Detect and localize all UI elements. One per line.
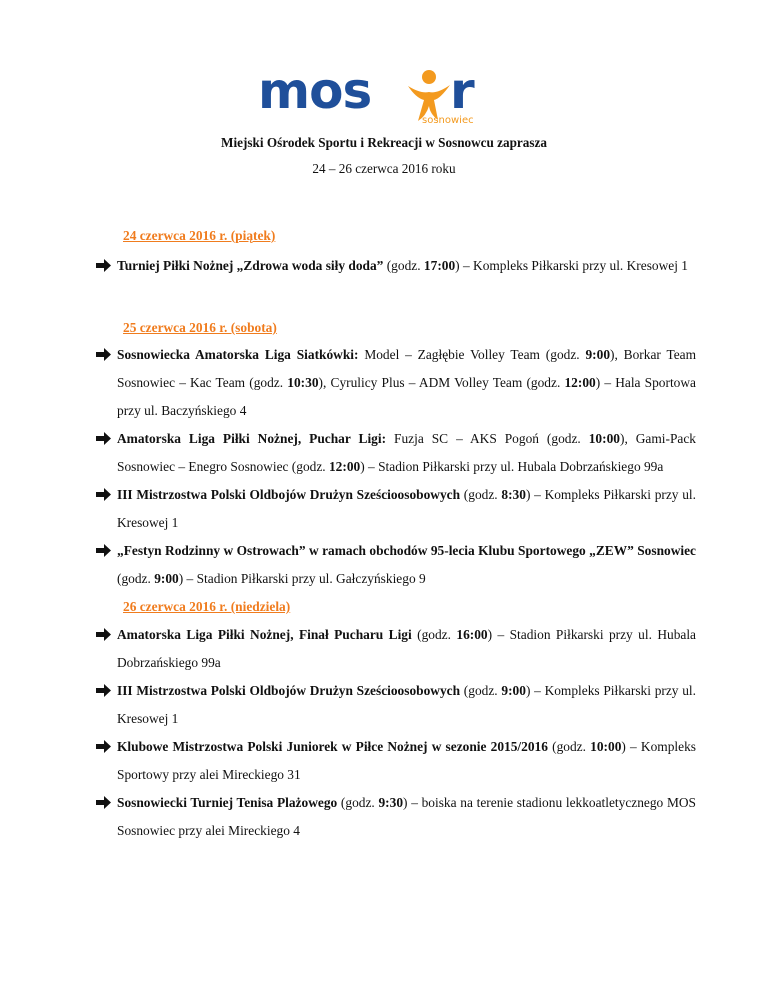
- arrow-right-icon: [95, 542, 112, 559]
- event-location: ) – boiska na terenie stadionu lekkoatletycznego MOS Sosnowiec przy alei Mireckiego 4: [117, 795, 696, 838]
- event-text: [117, 537, 696, 593]
- event-title: Sosnowiecka Amatorska Liga Siatkówki:: [117, 347, 359, 362]
- event-time: 10:00: [588, 431, 620, 446]
- event-time: 17:00: [423, 258, 456, 273]
- event-time: 10:30: [287, 375, 319, 390]
- event-item: [95, 481, 696, 537]
- event-detail: Fuzja SC – AKS Pogoń (godz.: [386, 431, 589, 446]
- logo-letter-r: r: [450, 64, 475, 120]
- event-detail: ), Gami-Pack Sosnowiec – Enegro Sosnowiec (godz.: [117, 431, 696, 474]
- day-heading-26: 26 czerwca 2016 r. (niedziela): [123, 599, 291, 614]
- event-text: [117, 733, 696, 789]
- event-time: 10:00: [590, 739, 622, 754]
- event-title: Amatorska Liga Piłki Nożnej, Puchar Ligi:: [117, 431, 387, 446]
- event-time: 12:00: [328, 459, 361, 474]
- arrow-right-icon: [95, 257, 112, 274]
- event-item: [95, 425, 696, 481]
- logo-figure-icon: [408, 70, 450, 121]
- event-text: [117, 677, 696, 733]
- event-location: ) – Stadion Piłkarski przy ul. Hubala Dobrzańskiego 99a: [117, 627, 696, 670]
- event-item: [95, 789, 696, 845]
- document-title: Miejski Ośrodek Sportu i Rekreacji w Sosnowcu zaprasza: [221, 135, 547, 150]
- event-time-prefix: (godz.: [337, 795, 379, 810]
- event-time: 12:00: [564, 375, 596, 390]
- event-location: ) – Hala Sportowa przy ul. Baczyńskiego 4: [117, 375, 696, 418]
- event-location: ) – Stadion Piłkarski przy ul. Gałczyńskiego 9: [178, 571, 426, 586]
- event-time: 8:30: [501, 487, 526, 502]
- event-location: ) – Kompleks Piłkarski przy ul. Kresowej 1: [455, 258, 688, 273]
- event-title: Turniej Piłki Nożnej „Zdrowa woda siły doda”: [117, 258, 384, 273]
- event-time: 16:00: [456, 627, 488, 642]
- mosir-logo-graphic: [258, 64, 498, 126]
- logo-letters-mos: mos: [258, 64, 372, 120]
- event-time: 9:30: [378, 795, 404, 810]
- event-time-prefix: (godz.: [460, 683, 502, 698]
- event-time-prefix: (godz.: [383, 258, 424, 273]
- arrow-right-icon: [95, 682, 112, 699]
- day-heading-24: 24 czerwca 2016 r. (piątek): [123, 228, 276, 243]
- event-location: ) – Kompleks Piłkarski przy ul. Kresowej 1: [117, 683, 696, 726]
- event-title: III Mistrzostwa Polski Oldbojów Drużyn Sześcioosobowych: [117, 487, 461, 502]
- event-time-prefix: (godz.: [547, 739, 591, 754]
- event-time: 9:00: [501, 683, 526, 698]
- arrow-right-icon: [95, 738, 112, 755]
- event-title: III Mistrzostwa Polski Oldbojów Drużyn Sześcioosobowych: [117, 683, 461, 698]
- logo-subtitle: sosnowiec: [422, 115, 474, 126]
- event-text: [117, 341, 696, 425]
- mosir-logo: [258, 64, 498, 126]
- event-time: 9:00: [585, 347, 611, 362]
- event-item: [95, 252, 696, 280]
- event-text: [117, 621, 696, 677]
- event-location: ) – Kompleks Sportowy przy alei Mireckiego 31: [117, 739, 696, 782]
- event-item: [95, 537, 696, 593]
- event-item: [95, 733, 696, 789]
- event-title: „Festyn Rodzinny w Ostrowach” w ramach obchodów 95-lecia Klubu Sportowego „ZEW” Sosnowiec: [117, 543, 696, 558]
- event-detail: ), Borkar Team Sosnowiec – Kac Team (godz.: [117, 347, 697, 390]
- event-dates: 24 – 26 czerwca 2016 roku: [312, 161, 456, 176]
- arrow-right-icon: [95, 346, 112, 363]
- event-text: [117, 252, 696, 280]
- event-location: ) – Kompleks Piłkarski przy ul. Kresowej 1: [117, 487, 696, 530]
- event-text: [117, 789, 696, 845]
- arrow-right-icon: [95, 486, 112, 503]
- event-title: Sosnowiecki Turniej Tenisa Plażowego: [117, 795, 338, 810]
- event-time-prefix: (godz.: [411, 627, 457, 642]
- event-text: [117, 425, 696, 481]
- event-item: [95, 677, 696, 733]
- event-location: ) – Stadion Piłkarski przy ul. Hubala Dobrzańskiego 99a: [360, 459, 664, 474]
- event-time: 9:00: [154, 571, 179, 586]
- event-time-prefix: (godz.: [117, 571, 155, 586]
- day-heading-25: 25 czerwca 2016 r. (sobota): [123, 320, 277, 335]
- event-time-prefix: (godz.: [460, 487, 502, 502]
- event-title: Klubowe Mistrzostwa Polski Juniorek w Piłce Nożnej w sezonie 2015/2016: [117, 739, 548, 754]
- event-item: [95, 341, 696, 425]
- event-title: Amatorska Liga Piłki Nożnej, Finał Pucharu Ligi: [117, 627, 412, 642]
- event-detail: Model – Zagłębie Volley Team (godz.: [358, 347, 586, 362]
- event-item: [95, 621, 696, 677]
- event-detail: ), Cyrulicy Plus – ADM Volley Team (godz.: [318, 375, 565, 390]
- arrow-right-icon: [95, 430, 112, 447]
- arrow-right-icon: [95, 794, 112, 811]
- arrow-right-icon: [95, 626, 112, 643]
- event-text: [117, 481, 696, 537]
